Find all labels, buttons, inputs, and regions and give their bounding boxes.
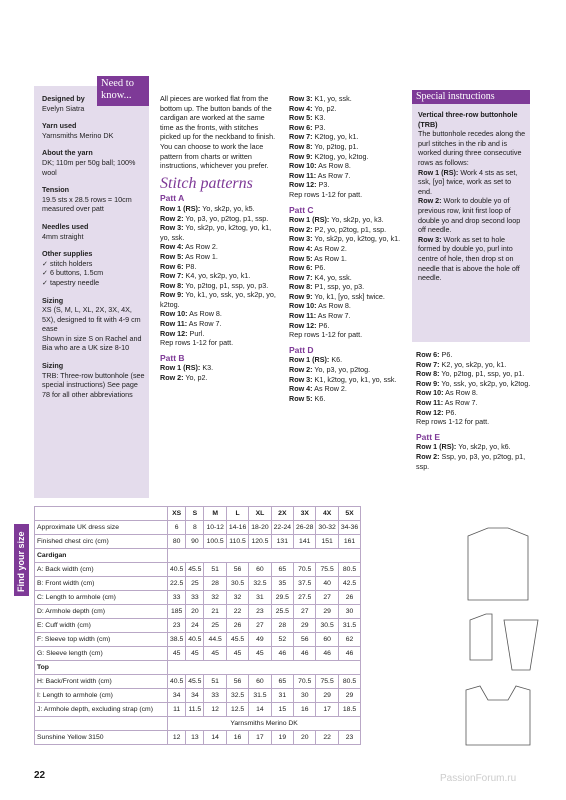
cardigan-back-schematic [468, 528, 528, 600]
pattern-row: Row 12: P6. [289, 320, 330, 330]
pattern-row: Row 6: P3. [289, 122, 326, 132]
trb-text: The buttonhole recedes along the purl stitches in the rib and is worked during three consecutive rows as follows: [418, 129, 526, 167]
pattern-row: Row 4: As Row 2. [289, 243, 347, 253]
pattern-row: Row 7: K4, yo, sk2p, yo, k1. [160, 271, 251, 281]
table-row: H: Back/Front width (cm) 40.5 45.5 51 56 60 65 70.5 75.5 80.5 [35, 675, 361, 689]
pattern-row: Row 3: K1, yo, ssk. [289, 94, 352, 103]
trb-rows [418, 168, 526, 283]
pattern-row: Row 12: P3. [289, 180, 330, 190]
column-3 [289, 94, 407, 403]
pattern-row: Row 5: K6. [289, 393, 326, 403]
pattern-row: Row 6: P6. [416, 350, 453, 359]
table-row: A: Back width (cm) 40.5 45.5 51 56 60 65 70.5 75.5 80.5 [35, 563, 361, 577]
pattern-row: Row 5: As Row 1. [160, 251, 218, 261]
pattern-row: Row 6: P8. [160, 261, 197, 271]
pattern-row: Row 2: Yo, p3, yo, p2tog, p1, ssp. [160, 213, 269, 223]
trb-title: Vertical three-row buttonhole (TRB) [418, 110, 518, 129]
size-header: M [204, 507, 226, 521]
size-header: S [186, 507, 204, 521]
column-2 [160, 94, 278, 383]
table-row: C: Length to armhole (cm) 33 33 32 32 31 29.5 27.5 27 26 [35, 591, 361, 605]
patt-b-title: Patt B [160, 352, 185, 363]
pattern-row: Row 5: As Row 1. [289, 253, 347, 263]
pattern-row: Row 3: Yo, sk2p, yo, k2tog, yo, k1. [289, 234, 401, 244]
table-row: Sunshine Yellow 3150 12 13 14 16 17 19 20 22 23 [35, 731, 361, 745]
size-header: 5X [338, 507, 360, 521]
pattern-row: Row 11: As Row 7. [289, 170, 351, 180]
table-row: J: Armhole depth, excluding strap (cm) 11 11.5 12 12.5 14 15 16 17 18.5 [35, 703, 361, 717]
pattern-row: Row 9: Yo, k1, [yo, ssk] twice. [289, 291, 385, 301]
find-your-size-tab: Find your size [14, 524, 29, 596]
pattern-row: Row 5: K3. [289, 113, 326, 123]
table-row: E: Cuff width (cm) 23 24 25 26 27 28 29 30.5 31.5 [35, 619, 361, 633]
column-4 [416, 350, 534, 471]
pattern-row: Rep rows 1-12 for patt. [289, 189, 363, 199]
patt-e-rows [416, 442, 534, 471]
pattern-row: Row 1 (RS): Yo, sk2p, yo, k5. [160, 203, 255, 213]
sleeve-schematic [504, 620, 538, 670]
stitch-patterns-title: Stitch patterns [160, 174, 253, 192]
pattern-row: Row 1 (RS): Yo, sk2p, yo, k6. [416, 442, 511, 452]
pattern-row: Row 9: Yo, ssk, yo, sk2p, yo, k2tog. [416, 378, 531, 388]
table-row: G: Sleeve length (cm) 45 45 45 45 45 46 46 46 46 [35, 647, 361, 661]
need-to-know-tag: Need to know... [97, 76, 149, 106]
pattern-row: Row 10: As Row 8. [289, 161, 351, 171]
pattern-row: Row 8: Yo, p2tog, p1, ssp, yo, p1. [416, 369, 525, 379]
table-row: Yarnsmiths Merino DK [35, 717, 361, 731]
table-row: Top [35, 661, 361, 675]
patt-d-rows [289, 355, 407, 403]
patt-c-rows [289, 215, 407, 340]
size-header: XS [168, 507, 186, 521]
pattern-row: Row 11: As Row 7. [416, 397, 478, 407]
pattern-row: Rep rows 1-12 for patt. [160, 338, 234, 348]
pattern-row: Row 8: Yo, p2tog, p1. [289, 141, 359, 151]
patt-a-rows [160, 204, 278, 348]
size-header: 4X [316, 507, 338, 521]
patt-b-continued [289, 94, 407, 200]
special-instructions-content [418, 110, 526, 283]
pattern-row: Row 8: P1, ssp, yo, p3. [289, 282, 365, 292]
pattern-row: Row 4: Yo, p2. [289, 103, 337, 113]
pattern-row: Row 4: As Row 2. [289, 384, 347, 394]
pattern-row: Row 6: P6. [289, 263, 326, 273]
need-to-know-content: Designed by Evelyn Siatra Yarn used Yarnsmiths Merino DK About the yarn DK; 110m per 50g ball; 100% wool Tension 19.5 sts x 28.5 rows = 10cm measured over patt Needles used 4mm straight Other supplies ✓ stitch holders ✓ 6 buttons, 1.5cm ✓ tapestry needle Sizing XS (S, M, L, XL, 2X, 3X, 4X, 5X), designed to fit with 4-9 cm ease Shown in size S on Rachel and Bia who are a UK size 8-10 Sizing TRB: Three-row buttonhole (see special instructions) See page 78 for all other abbreviations [42, 94, 145, 399]
table-row: B: Front width (cm) 22.5 25 28 30.5 32.5 35 37.5 40 42.5 [35, 577, 361, 591]
size-header: 2X [271, 507, 293, 521]
pattern-row: Row 1 (RS): K3. [160, 363, 214, 373]
intro-text: All pieces are worked flat from the bottom up. The button bands of the cardigan are worked at the same time as the fronts, with stitches picked up for the neckband to finish. You can choose to work the lace pattern from charts or written instructions, whichever you prefer. [160, 94, 276, 171]
size-header: L [226, 507, 248, 521]
table-row: F: Sleeve top width (cm) 38.5 40.5 44.5 45.5 49 52 56 60 62 [35, 633, 361, 647]
pattern-row: Row 10: As Row 8. [160, 309, 222, 319]
pattern-row: Row 9: Yo, k1, yo, ssk, yo, sk2p, yo, k2tog. [160, 290, 276, 309]
patt-b-rows [160, 363, 278, 382]
pattern-row: Row 2: Ssp, yo, p3, yo, p2tog, p1, ssp. [416, 451, 526, 471]
schematics [448, 510, 560, 760]
pattern-row: Rep rows 1-12 for patt. [416, 417, 490, 427]
table-row: I: Length to armhole (cm) 34 34 33 32.5 31.5 31 30 29 29 [35, 689, 361, 703]
patt-c-title: Patt C [289, 204, 314, 215]
patt-d-continued [416, 350, 534, 427]
table-row: Approximate UK dress size 6 8 10-12 14-16 18-20 22-24 26-28 30-32 34-36 [35, 521, 361, 535]
pattern-row: Row 8: Yo, p2tog, p1, ssp, yo, p3. [160, 280, 269, 290]
pattern-row: Row 9: K2tog, yo, k2tog. [289, 151, 369, 161]
size-header: 3X [294, 507, 316, 521]
pattern-row: Row 7: K2, yo, sk2p, yo, k1. [416, 359, 507, 369]
pattern-row: Row 11: As Row 7. [289, 311, 351, 321]
pattern-row: Row 1 (RS): Work 4 sts as set, ssk, [yo] twice, work as set to end. [418, 167, 518, 196]
pattern-row: Row 10: As Row 8. [289, 301, 351, 311]
size-table [34, 506, 361, 745]
pattern-row: Row 7: K4, yo, ssk. [289, 272, 352, 282]
pattern-row: Row 10: As Row 8. [416, 388, 478, 398]
table-row: Cardigan [35, 549, 361, 563]
patt-d-title: Patt D [289, 344, 314, 355]
page-number: 22 [34, 770, 46, 781]
pattern-row: Row 3: Yo, sk2p, yo, k2tog, yo, k1, yo, ssk. [160, 223, 272, 242]
pattern-row: Row 2: P2, yo, p2tog, p1, ssp. [289, 224, 387, 234]
table-row: D: Armhole depth (cm) 185 20 21 22 23 25.5 27 29 30 [35, 605, 361, 619]
pattern-row: Row 2: Yo, p3, yo, p2tog. [289, 365, 371, 375]
size-table-wrapper [34, 506, 361, 745]
top-schematic [466, 686, 530, 745]
pattern-row: Row 1 (RS): Yo, sk2p, yo, k3. [289, 215, 384, 225]
patt-a-title: Patt A [160, 193, 185, 204]
pattern-row: Row 1 (RS): K6. [289, 355, 343, 365]
pattern-row: Row 4: As Row 2. [160, 242, 218, 252]
pattern-row: Row 12: P6. [416, 407, 457, 417]
pattern-row: Row 7: K2tog, yo, k1. [289, 132, 359, 142]
size-header: XL [249, 507, 271, 521]
pattern-row: Row 11: As Row 7. [160, 319, 222, 329]
watermark: PassionForum.ru [440, 773, 517, 784]
patt-e-title: Patt E [416, 431, 441, 442]
pattern-row: Row 2: Yo, p2. [160, 373, 208, 383]
pattern-row: Row 3: Work as set to hole formed by double yo, purl into centre of hole, then drop st on needle that is above the hole off needle. [418, 234, 520, 283]
table-row: Finished chest circ (cm) 80 90 100.5 110.5 120.5 131 141 151 161 [35, 535, 361, 549]
pattern-row: Row 12: Purl. [160, 328, 205, 338]
cardigan-front-schematic [470, 614, 492, 660]
pattern-row: Row 3: K1, k2tog, yo, k1, yo, ssk. [289, 374, 397, 384]
pattern-row: Row 2: Work to double yo of previous row, knit first loop of double yo and drop second loop off needle. [418, 196, 521, 235]
pattern-row: Rep rows 1-12 for patt. [289, 330, 363, 340]
special-instructions-title: Special instructions [412, 90, 530, 104]
